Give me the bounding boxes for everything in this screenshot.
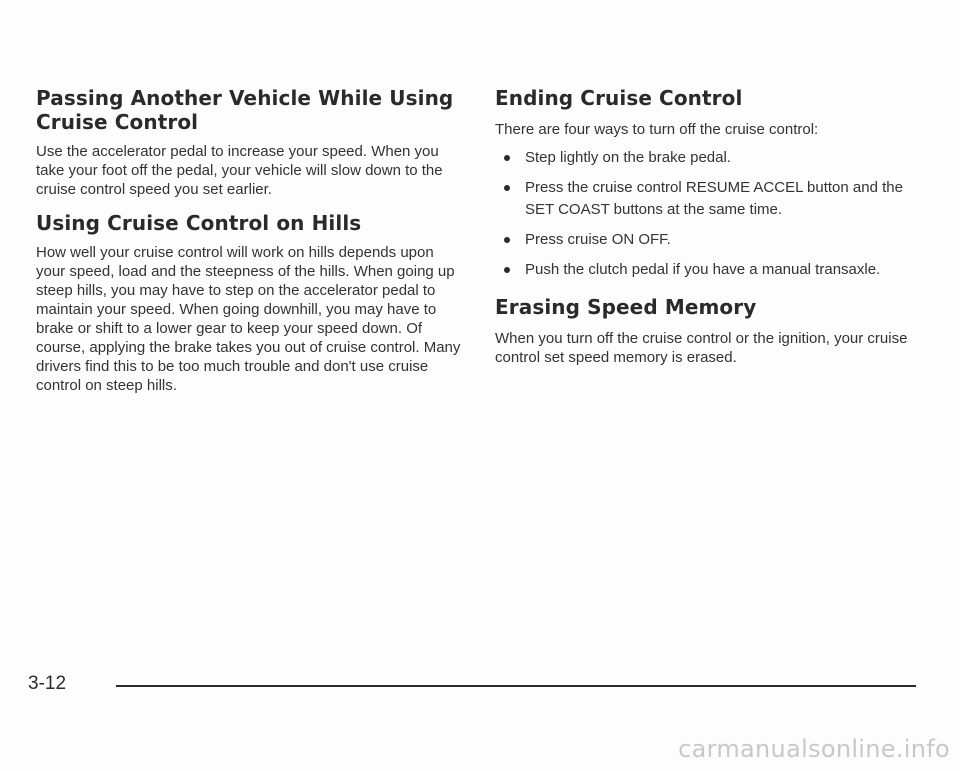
erasing-heading: Erasing Speed Memory [495,295,757,319]
watermark: carmanualsonline.info [678,735,950,763]
bullet-icon [504,155,510,161]
passing-paragraph: Use the accelerator pedal to increase your speed. When you take your foot off the pedal, your vehicle will slow down to the cruise control speed you set earlier. [36,143,443,198]
ending-heading: Ending Cruise Control [495,86,743,110]
list-item [495,259,925,281]
right-column [495,86,925,367]
footer-rule [116,685,916,687]
list-item [495,147,925,169]
bullet-icon [504,237,510,243]
passing-heading-line1: Passing Another Vehicle While Using [36,86,454,110]
left-column [36,86,462,395]
list-item-text: Push the clutch pedal if you have a manual transaxle. [525,261,881,278]
list-item-text: Press the cruise control RESUME ACCEL button and the SET COAST buttons at the same time. [525,179,903,218]
bullet-icon [504,267,510,273]
list-item [495,177,925,221]
page-number: 3-12 [28,673,67,694]
hills-paragraph: How well your cruise control will work on hills depends upon your speed, load and the steepness of the hills. When going up steep hills, you may have to step on the accelerator pedal to maintain your speed. When going downhill, you may have to brake or shift to a lower gear to keep your speed down. Of course, applying the brake takes you out of cruise control. Many drivers find this to be too much trouble and don't use cruise control on steep hills. [36,244,461,394]
page-footer [28,672,918,702]
ending-intro: There are four ways to turn off the cruise control: [495,121,819,138]
erasing-paragraph: When you turn off the cruise control or the ignition, your cruise control set speed memory is erased. [495,330,908,366]
list-item [495,229,925,251]
list-item-text: Press cruise ON OFF. [525,231,671,248]
passing-heading-line2: Cruise Control [36,110,199,134]
hills-heading: Using Cruise Control on Hills [36,211,362,235]
bullet-icon [504,185,510,191]
passing-heading [36,86,462,134]
ending-bullet-list [495,147,925,281]
list-item-text: Step lightly on the brake pedal. [525,149,731,166]
